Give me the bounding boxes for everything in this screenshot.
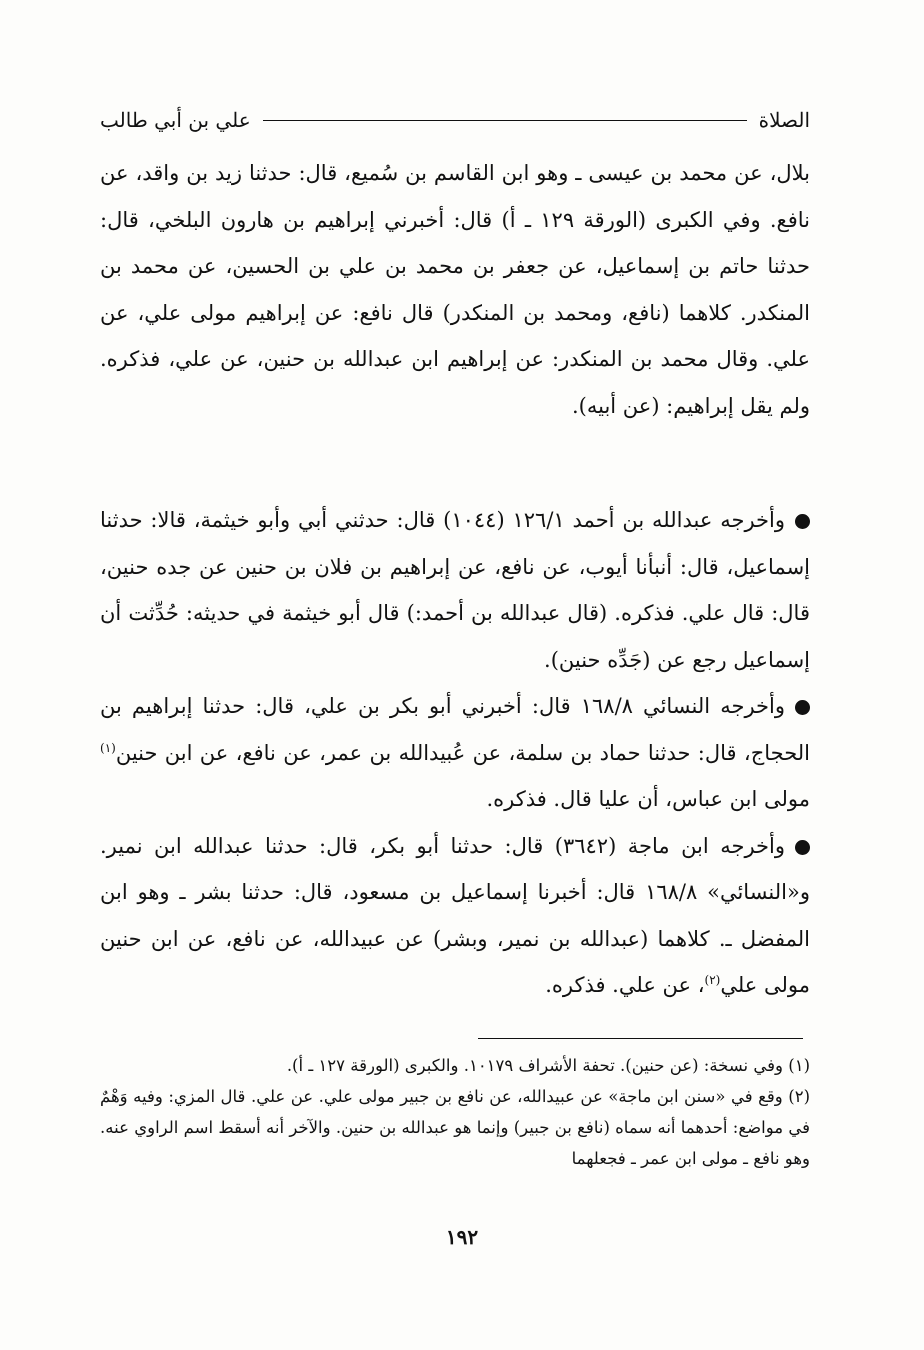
footnote-2: (٢) وقع في «سنن ابن ماجة» عن عبيدالله، عن نافع بن جبير مولى علي. عن علي. قال المزي: وفيه وَهْمٌ في مواضع: أحدهما أنه سماه (نافع بن جبير) وإنما هو عبدالله بن حنين. والآخر أنه أسقط اسم الراوي عنه. وهو نافع ـ مولى ابن عمر ـ فجعلهما <box>100 1087 810 1168</box>
paragraph-3 <box>100 683 810 823</box>
section-title: علي بن أبي طالب <box>100 108 251 132</box>
paragraph-1: بلال، عن محمد بن عيسى ـ وهو ابن القاسم بن سُميع، قال: حدثنا زيد بن واقد، عن نافع. وفي الكبرى (الورقة ١٢٩ ـ أ) قال: أخبرني إبراهيم بن هارون البلخي، قال: حدثنا حاتم بن إسماعيل، عن جعفر بن محمد بن علي بن الحسين، عن محمد بن المنكدر. كلاهما (نافع، ومحمد بن المنكدر) قال نافع: عن إبراهيم مولى علي، عن علي. وقال محمد بن المنكدر: عن إبراهيم ابن عبدالله بن حنين، عن علي، فذكره. ولم يقل إبراهيم: (عن أبيه). <box>100 161 811 418</box>
header-rule <box>263 120 747 121</box>
paragraph-4-text-end: ، عن علي. فذكره. <box>545 973 705 997</box>
paragraph-4 <box>100 823 810 1009</box>
paragraph-3-text-end: مولى ابن عباس، أن عليا قال. فذكره. <box>486 787 810 811</box>
bullet-icon <box>795 840 810 855</box>
footnotes <box>100 1050 810 1174</box>
footnote-ref-1[interactable]: (١) <box>100 740 116 755</box>
page-number: ١٩٢ <box>445 1225 479 1249</box>
paragraph-2 <box>100 497 810 683</box>
paragraph-3-text: وأخرجه النسائي ١٦٨/٨ قال: أخبرني أبو بكر بن علي، قال: حدثنا إبراهيم بن الحجاج، قال: حدثنا حماد بن سلمة، عن عُبيدالله بن عمر، عن نافع، عن ابن حنين <box>100 694 810 765</box>
paragraph-gap <box>100 429 810 497</box>
paragraph-2-text: وأخرجه عبدالله بن أحمد ١٢٦/١ (١٠٤٤) قال: حدثني أبي وأبو خيثمة، قالا: حدثنا إسماعيل، قال: أنبأنا أيوب، عن نافع، عن إبراهيم بن فلان بن حنين عن جده حنين، قال: قال علي. فذكره. (قال عبدالله بن أحمد:) قال أبو خيثمة في حديثه: حُدِّثت أن إسماعيل رجع عن (جَدِّه حنين). <box>100 508 810 672</box>
main-text <box>100 150 810 1009</box>
footnote-ref-2[interactable]: (٢) <box>704 973 721 987</box>
running-header <box>100 100 810 140</box>
chapter-title: الصلاة <box>758 108 810 132</box>
paragraph-4-text: وأخرجه ابن ماجة (٣٦٤٢) قال: حدثنا أبو بكر، قال: حدثنا عبدالله ابن نمير. و«النسائي» ١٦٨/٨ قال: أخبرنا إسماعيل بن مسعود، قال: حدثنا بشر ـ وهو ابن المفضل ـ. كلاهما (عبدالله بن نمير، وبشر) عن عبيدالله، عن نافع، عن ابن حنين مولى علي <box>100 833 810 997</box>
bullet-icon <box>795 514 810 529</box>
footnote-separator <box>478 1038 803 1039</box>
bullet-icon <box>795 700 810 715</box>
footnote-1: (١) وفي نسخة: (عن حنين). تحفة الأشراف ١٠١٧٩. والكبرى (الورقة ١٢٧ ـ أ). <box>286 1056 810 1075</box>
